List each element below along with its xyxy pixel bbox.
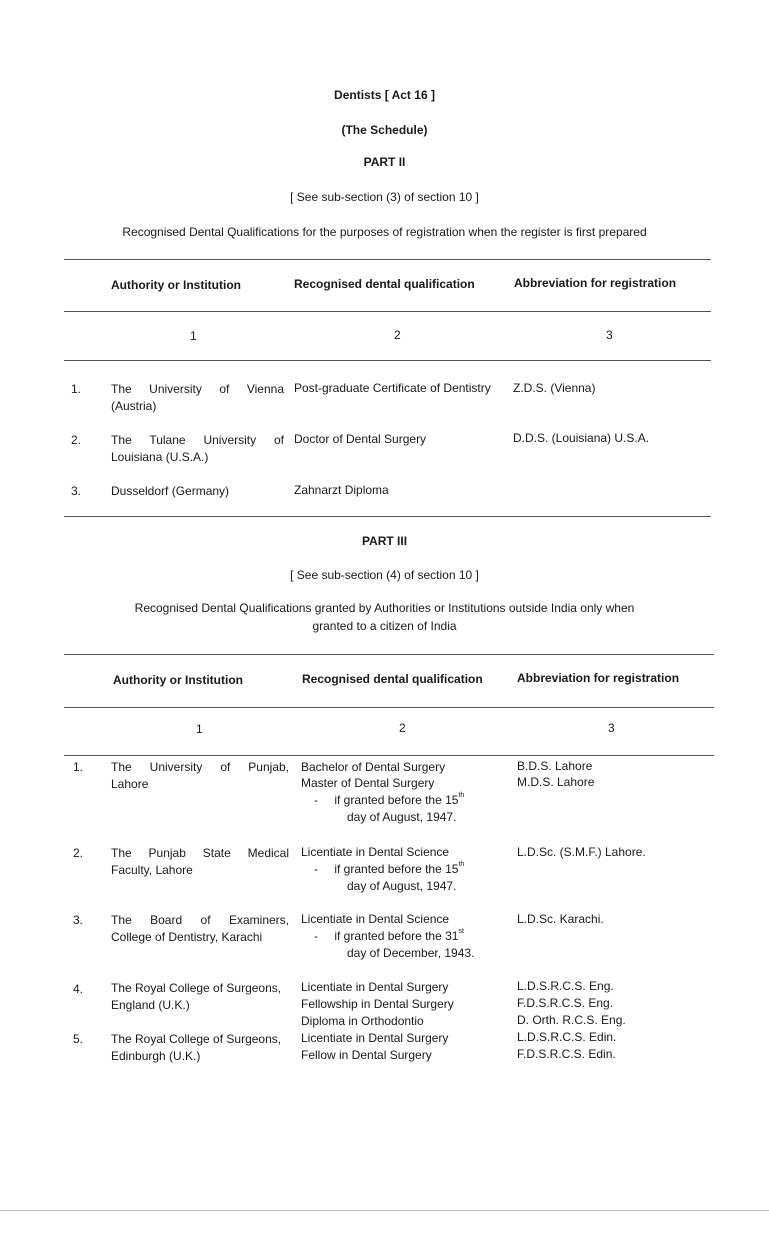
part3-row2-abbreviation-1: L.D.Sc. (S.M.F.) Lahore.: [517, 845, 646, 859]
part2-row3-no: 3.: [71, 484, 82, 498]
part2-col-header-2: Recognised dental qualification: [294, 277, 475, 291]
part3-row1-authority-line2: Lahore: [111, 777, 149, 791]
part2-numbers-rule: [64, 360, 711, 361]
schedule-title: (The Schedule): [341, 123, 428, 137]
part3-col-header-2: Recognised dental qualification: [302, 672, 483, 686]
part3-top-rule: [64, 654, 714, 655]
part3-description-line1: Recognised Dental Qualifications granted by Authorities or Institutions outside India only when: [134, 601, 635, 615]
document-title: Dentists [ Act 16 ]: [334, 88, 435, 102]
part3-col-num-2: 2: [399, 721, 406, 735]
part3-row3-qualification-1: Licentiate in Dental Science: [301, 912, 450, 926]
part2-col-num-2: 2: [394, 328, 401, 342]
part2-col-header-1: Authority or Institution: [111, 278, 241, 292]
part3-reference: [ See sub-section (4) of section 10 ]: [290, 568, 479, 582]
part3-row4-qualification-1: Licentiate in Dental Surgery: [301, 980, 449, 994]
condition-dash: -: [314, 929, 318, 943]
part3-row4-qualification-2: Fellowship in Dental Surgery: [301, 997, 454, 1011]
condition-dash: -: [314, 862, 318, 876]
part3-row3-authority-line2: College of Dentistry, Karachi: [111, 930, 263, 944]
part3-row5-no: 5.: [73, 1032, 84, 1046]
part2-col-header-3: Abbreviation for registration: [514, 276, 677, 290]
part3-row5-qualification-2: Fellow in Dental Surgery: [301, 1048, 432, 1062]
part2-row3-qualification: Zahnarzt Diploma: [294, 483, 389, 497]
part2-row1-authority-line2: (Austria): [111, 399, 157, 413]
part2-heading: PART II: [363, 155, 406, 169]
part3-row4-authority-line2: England (U.K.): [111, 998, 190, 1012]
part3-row2-qualification-1: Licentiate in Dental Science: [301, 845, 450, 859]
part2-row1-authority: The University of Vienna: [111, 382, 284, 396]
part3-col-header-3: Abbreviation for registration: [517, 671, 680, 685]
part3-row3-condition: [301, 928, 464, 945]
part2-row1-abbreviation: Z.D.S. (Vienna): [513, 381, 596, 395]
part2-reference: [ See sub-section (3) of section 10 ]: [290, 190, 479, 204]
part2-row2-authority: The Tulane University of: [111, 433, 284, 447]
part3-row1-no: 1.: [73, 760, 84, 774]
part3-row4-abbreviation-1: L.D.S.R.C.S. Eng.: [517, 979, 614, 993]
part3-row3-authority: The Board of Examiners,: [111, 913, 289, 927]
condition-sup: th: [458, 861, 465, 868]
part3-row2-authority: The Punjab State Medical: [111, 846, 289, 860]
condition-text: if granted before the 15: [334, 793, 459, 807]
condition-sup: st: [458, 928, 464, 935]
part3-row1-abbreviation-2: M.D.S. Lahore: [517, 775, 595, 789]
part2-col-num-1: 1: [190, 329, 197, 343]
part3-row1-abbreviation-1: B.D.S. Lahore: [517, 759, 593, 773]
part3-row1-condition: [301, 792, 464, 809]
part3-row2-condition: [301, 861, 464, 878]
part3-row4-qualification-3: Diploma in Orthodontio: [301, 1014, 424, 1028]
page-bottom-rule: [0, 1210, 769, 1211]
part3-row5-abbreviation-2: F.D.S.R.C.S. Edin.: [517, 1047, 616, 1061]
part2-row3-authority: Dusseldorf (Germany): [111, 484, 230, 498]
part2-row2-qualification: Doctor of Dental Surgery: [294, 432, 427, 446]
part3-numbers-rule: [64, 755, 714, 756]
part3-row3-abbreviation-1: L.D.Sc. Karachi.: [517, 912, 604, 926]
part2-description: Recognised Dental Qualifications for the purposes of registration when the register is first prepared: [122, 225, 647, 239]
part3-col-num-1: 1: [196, 722, 203, 736]
part3-row4-no: 4.: [73, 982, 84, 996]
part3-col-header-1: Authority or Institution: [113, 673, 243, 687]
condition-text: if granted before the 31: [334, 929, 459, 943]
part3-row1-condition-line2: day of August, 1947.: [347, 810, 457, 824]
part3-row2-no: 2.: [73, 846, 84, 860]
part3-row1-qualification-1: Bachelor of Dental Surgery: [301, 760, 446, 774]
part3-col-num-3: 3: [608, 721, 615, 735]
part3-row4-abbreviation-2: F.D.S.R.C.S. Eng.: [517, 996, 614, 1010]
condition-sup: th: [458, 792, 465, 799]
part2-bottom-rule: [64, 516, 711, 517]
part2-col-num-3: 3: [606, 328, 613, 342]
part3-row5-qualification-1: Licentiate in Dental Surgery: [301, 1031, 449, 1045]
condition-line1: [334, 793, 464, 807]
condition-dash: -: [314, 793, 318, 807]
part3-row3-condition-line2: day of December, 1943.: [347, 946, 475, 960]
part3-row2-authority-line2: Faculty, Lahore: [111, 863, 193, 877]
part3-row5-abbreviation-1: L.D.S.R.C.S. Edin.: [517, 1030, 617, 1044]
part2-row2-authority-line2: Louisiana (U.S.A.): [111, 450, 209, 464]
part3-row1-authority: The University of Punjab,: [111, 760, 289, 774]
part3-row2-condition-line2: day of August, 1947.: [347, 879, 457, 893]
part3-row3-no: 3.: [73, 913, 84, 927]
part2-row2-abbreviation: D.D.S. (Louisiana) U.S.A.: [513, 431, 650, 445]
part3-row5-authority: The Royal College of Surgeons,: [111, 1032, 282, 1046]
part2-row1-qualification: Post-graduate Certificate of Dentistry: [294, 381, 491, 395]
part3-row4-authority: The Royal College of Surgeons,: [111, 981, 282, 995]
part3-header-rule: [64, 707, 714, 708]
part2-top-rule: [64, 259, 711, 260]
part2-row2-no: 2.: [71, 433, 82, 447]
part2-header-rule: [64, 311, 711, 312]
part3-row5-authority-line2: Edinburgh (U.K.): [111, 1049, 201, 1063]
part3-description-line2: granted to a citizen of India: [312, 619, 457, 633]
part3-row1-qualification-2: Master of Dental Surgery: [301, 776, 435, 790]
part3-heading: PART III: [361, 534, 408, 548]
condition-text: if granted before the 15: [334, 862, 459, 876]
part2-row1-no: 1.: [71, 382, 82, 396]
part3-row4-abbreviation-3: D. Orth. R.C.S. Eng.: [517, 1013, 626, 1027]
